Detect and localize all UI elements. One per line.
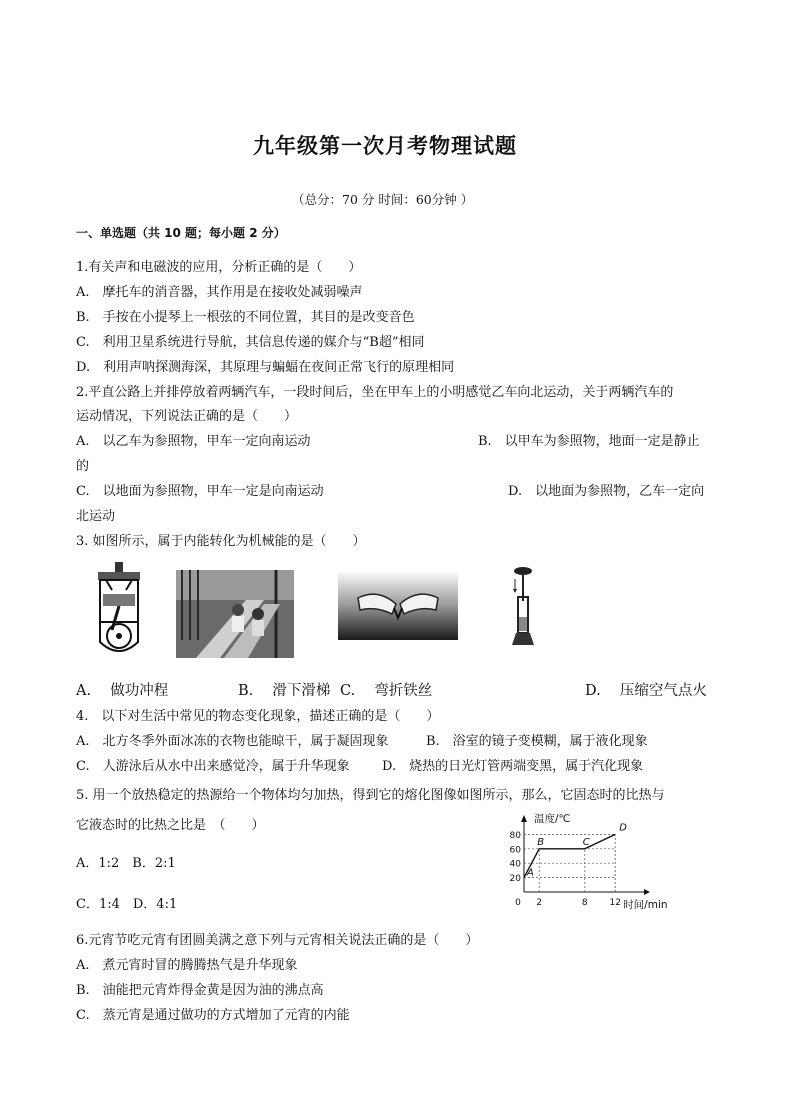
question-6-option-a: A. 煮元宵时冒的腾腾热气是升华现象 xyxy=(76,958,298,973)
question-2-stem-line1: 2.平直公路上并排停放着两辆汽车，一段时间后，坐在甲车上的小明感觉乙车向北运动，关于两辆汽车的 xyxy=(76,385,674,400)
question-2-option-b: B. 以甲车为参照物，地面一定是静止 xyxy=(478,434,700,449)
question-5-options-ab: A．1:2 B．2:1 xyxy=(76,856,176,871)
y-tick-label: 80 xyxy=(509,830,521,841)
x-axis-arrow xyxy=(644,889,650,895)
hands-bending-wire-figure xyxy=(338,570,458,640)
question-2-option-d-cont: 北运动 xyxy=(76,509,116,524)
exam-info: （总分：70 分 时间：60分钟 ） xyxy=(292,192,474,207)
question-6-stem: 6.元宵节吃元宵有团圆美满之意下列与元宵相关说法正确的是（ ） xyxy=(76,933,479,948)
y-tick-label: 40 xyxy=(509,859,521,870)
question-1-option-b: B. 手按在小提琴上一根弦的不同位置，其目的是改变音色 xyxy=(76,310,415,325)
point-label-b: B xyxy=(537,836,545,848)
question-1-option-d: D. 利用声呐探测海深，其原理与蝙蝠在夜间正常飞行的原理相同 xyxy=(76,360,455,375)
y-axis-arrow xyxy=(521,815,527,822)
question-4-option-c: C. 人游泳后从水中出来感觉冷，属于升华现象 xyxy=(76,759,350,774)
engine-cylinder-figure xyxy=(88,560,150,660)
question-3-option-d: D. 压缩空气点火 xyxy=(585,683,707,699)
question-3-option-c: C. 弯折铁丝 xyxy=(340,683,433,699)
question-5-stem-line1: 5. 用一个放热稳定的热源给一个物体均匀加热，得到它的熔化图像如图所示，那么，它固态时的比热与 xyxy=(76,788,665,803)
question-2-option-c: C. 以地面为参照物，甲车一定是向南运动 xyxy=(76,484,324,499)
page-title: 九年级第一次月考物理试题 xyxy=(253,134,517,158)
question-4-option-b: B. 浴室的镜子变模糊，属于液化现象 xyxy=(426,734,648,749)
question-5-options-cd: C．1:4 D．4:1 xyxy=(76,897,178,912)
y-tick-label: 20 xyxy=(509,874,521,885)
question-1-stem: 1.有关声和电磁波的应用，分析正确的是（ ） xyxy=(76,260,362,275)
question-5-stem-line2: 它液态时的比热之比是 （ ） xyxy=(76,818,265,833)
x-tick-label: 12 xyxy=(609,898,621,908)
x-axis-label: 时间/min xyxy=(623,899,668,911)
melting-graph xyxy=(500,808,700,918)
question-4-stem: 4. 以下对生活中常见的物态变化现象，描述正确的是（ ） xyxy=(76,709,440,724)
question-2-option-b-cont: 的 xyxy=(76,459,90,474)
y-axis-label: 温度/℃ xyxy=(534,813,571,825)
x-tick-label: 2 xyxy=(536,898,543,908)
question-3-option-b: B. 滑下滑梯 xyxy=(238,683,331,699)
point-label-a: A xyxy=(527,867,534,879)
x-tick-label: 0 xyxy=(515,898,521,908)
question-3-stem: 3. 如图所示，属于内能转化为机械能的是（ ） xyxy=(76,534,366,549)
x-tick-label: 8 xyxy=(581,898,588,908)
question-4-option-d: D. 烧热的日光灯管两端变黑，属于汽化现象 xyxy=(382,759,644,774)
section-heading: 一、单选题（共 10 题；每小题 2 分） xyxy=(76,226,286,240)
y-tick-label: 60 xyxy=(509,845,521,856)
question-3-option-a: A. 做功冲程 xyxy=(76,683,169,699)
question-6-option-b: B. 油能把元宵炸得金黄是因为油的沸点高 xyxy=(76,983,324,998)
point-label-d: D xyxy=(619,822,627,834)
question-4-option-a: A. 北方冬季外面冰冻的衣物也能晾干，属于凝固现象 xyxy=(76,734,389,749)
point-label-c: C xyxy=(582,836,590,848)
question-6-option-c: C. 蒸元宵是通过做功的方式增加了元宵的内能 xyxy=(76,1008,350,1023)
air-compression-tube-figure xyxy=(508,565,538,647)
question-2-stem-line2: 运动情况，下列说法正确的是（ ） xyxy=(76,409,298,424)
question-2-option-a: A. 以乙车为参照物，甲车一定向南运动 xyxy=(76,434,311,449)
slide-photo-figure xyxy=(176,570,294,658)
question-2-option-d: D. 以地面为参照物，乙车一定向 xyxy=(508,484,705,499)
question-1-option-c: C. 利用卫星系统进行导航，其信息传递的媒介与“B超”相同 xyxy=(76,335,425,350)
question-1-option-a: A. 摩托车的消音器，其作用是在接收处减弱噪声 xyxy=(76,285,363,300)
